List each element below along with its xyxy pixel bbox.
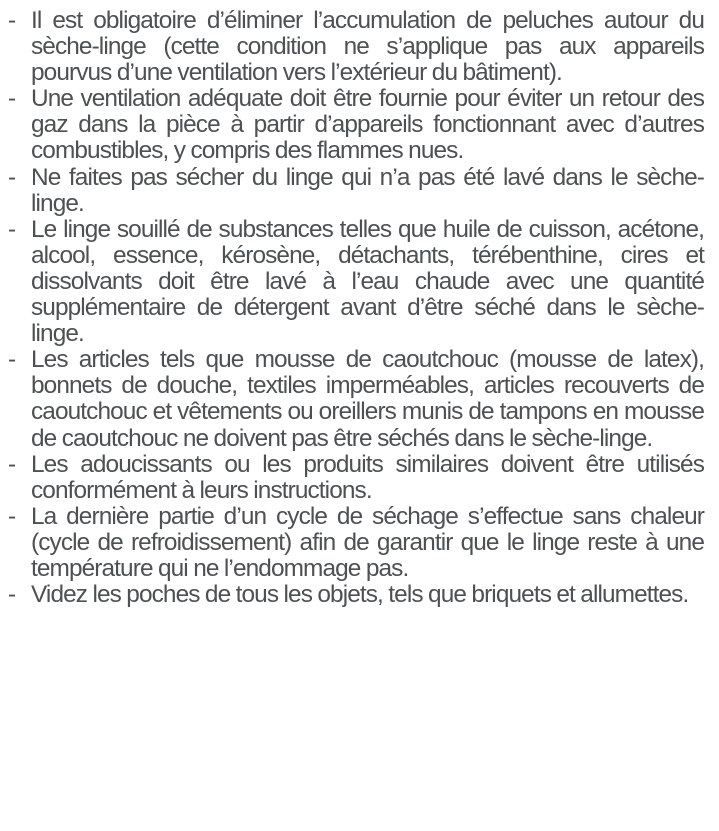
list-item-text: Il est obligatoire d’éliminer l’accumulation de peluches autour du sèche-linge (cette condition ne s’applique pas aux appareils pourvus d’une ventilation vers l’extérieur du bâtiment).: [31, 7, 704, 87]
bullet-dash: -: [8, 346, 16, 374]
list-item-text: Ne faites pas sécher du linge qui n’a pas été lavé dans le sèche-linge.: [31, 163, 704, 217]
list-item-text: Videz les poches de tous les objets, tels que briquets et allumettes.: [31, 581, 689, 609]
bullet-dash: -: [8, 502, 16, 530]
list-item-text: Le linge souillé de substances telles que huile de cuisson, acétone, alcool, essence, kérosène, détachants, térébenthine, cires et dissolvants doit être lavé à l’eau chaude avec une quantité supplémentaire de détergent avant d’être séché dans le sèche-linge.: [31, 215, 704, 348]
bullet-dash: -: [8, 581, 16, 609]
bullet-dash: -: [8, 85, 16, 113]
list-item-text: Les articles tels que mousse de caoutchouc (mousse de latex), bonnets de douche, textiles imperméables, articles recouverts de caoutchouc et vêtements ou oreillers munis de tampons en mousse de caoutchouc ne doivent pas être séchés dans le sèche-linge.: [31, 346, 704, 452]
list-item: [8, 86, 704, 164]
list-item: [8, 217, 704, 347]
bullet-dash: -: [8, 215, 16, 243]
list-item: [8, 347, 704, 451]
list-item: [8, 582, 704, 608]
list-item-text: Les adoucissants ou les produits similaires doivent être utilisés conformément à leurs instructions.: [31, 450, 704, 504]
list-item-text: Une ventilation adéquate doit être fournie pour éviter un retour des gaz dans la pièce à partir d’appareils fonctionnant avec d’autres combustibles, y compris des flammes nues.: [31, 85, 704, 165]
list-item: [8, 452, 704, 504]
list-item: [8, 504, 704, 582]
list-item: [8, 8, 704, 86]
bullet-dash: -: [8, 7, 16, 34]
list-item: [8, 165, 704, 217]
instruction-list: [8, 8, 704, 608]
bullet-dash: -: [8, 163, 16, 191]
list-item-text: La dernière partie d’un cycle de séchage s’effectue sans chaleur (cycle de refroidissement) afin de garantir que le linge reste à une température qui ne l’endommage pas.: [31, 502, 704, 582]
safety-instructions: [8, 8, 704, 608]
bullet-dash: -: [8, 450, 16, 478]
